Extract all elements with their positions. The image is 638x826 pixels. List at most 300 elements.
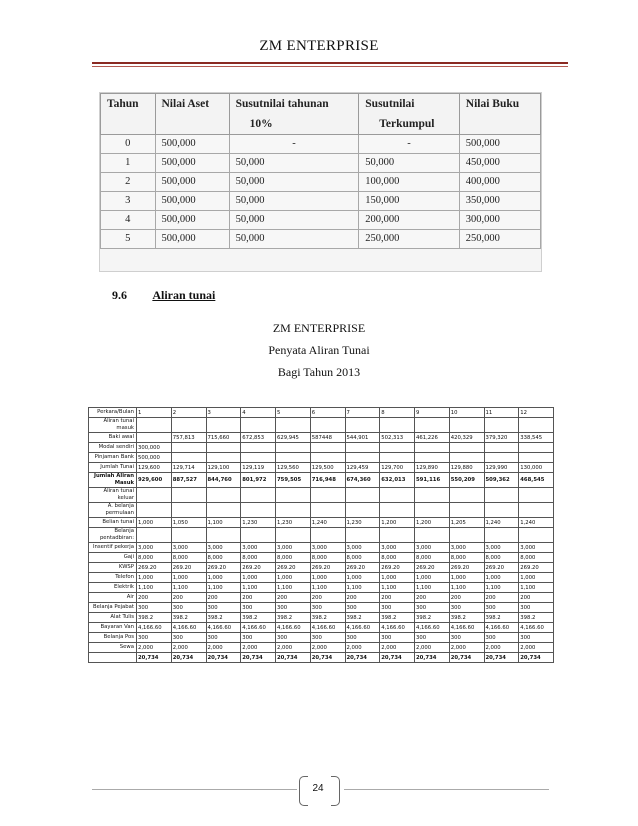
cf-table-cell xyxy=(241,418,276,433)
cf-row-label: Alat Tulis xyxy=(89,613,137,623)
cf-header-cell: 8 xyxy=(380,408,415,418)
cf-table-cell: 3,000 xyxy=(519,543,554,553)
cf-table-row xyxy=(89,603,554,613)
cf-table-cell: 1,050 xyxy=(171,518,206,528)
cf-table-cell: 269.20 xyxy=(484,563,519,573)
cf-table-cell: 300 xyxy=(345,633,380,643)
cf-table-cell: 715,660 xyxy=(206,433,241,443)
cf-table-cell: 632,013 xyxy=(380,473,415,488)
cf-table-cell: 1,200 xyxy=(380,518,415,528)
cf-table-cell: 2,000 xyxy=(380,643,415,653)
cf-table-cell: 300 xyxy=(276,603,311,613)
cf-table-row xyxy=(89,553,554,563)
cf-table-cell: 300 xyxy=(241,603,276,613)
cf-table-cell: 2,000 xyxy=(206,643,241,653)
cf-table-cell xyxy=(137,528,172,543)
cf-table-cell: 2,000 xyxy=(345,643,380,653)
cf-table-cell: 300 xyxy=(484,603,519,613)
cf-table-cell: 300 xyxy=(519,633,554,643)
cf-table-cell: 300 xyxy=(171,633,206,643)
cf-table-cell xyxy=(345,443,380,453)
dep-table-cell: 400,000 xyxy=(459,173,540,192)
cf-table-cell: 129,990 xyxy=(484,463,519,473)
cf-table-cell xyxy=(345,488,380,503)
cf-table-cell: 300 xyxy=(415,603,450,613)
cf-table-cell: 2,000 xyxy=(171,643,206,653)
cf-table-cell: 1,000 xyxy=(137,573,172,583)
cf-table-cell: 3,000 xyxy=(171,543,206,553)
cf-table-cell: 1,000 xyxy=(276,573,311,583)
cf-table-cell xyxy=(449,443,484,453)
cf-table-cell: 1,230 xyxy=(276,518,311,528)
cf-header-cell: 2 xyxy=(171,408,206,418)
dep-table-cell: 50,000 xyxy=(359,154,460,173)
cf-table-cell: 300 xyxy=(310,603,345,613)
cf-row-label: Belanja Pos xyxy=(89,633,137,643)
dep-table-cell: 350,000 xyxy=(459,192,540,211)
dep-table-cell: 50,000 xyxy=(229,211,359,230)
cf-table-cell: 2,000 xyxy=(137,643,172,653)
dep-table-cell: - xyxy=(229,135,359,154)
cf-table-cell xyxy=(380,503,415,518)
cf-table-cell: 1,240 xyxy=(519,518,554,528)
cf-table-cell xyxy=(276,503,311,518)
dep-table-cell: 500,000 xyxy=(155,211,229,230)
cf-table-cell: 398.2 xyxy=(241,613,276,623)
footer-rule-left xyxy=(92,789,297,790)
cf-table-cell xyxy=(171,528,206,543)
cf-table-cell: 929,600 xyxy=(137,473,172,488)
dep-table-cell: 500,000 xyxy=(459,135,540,154)
cf-table-cell: 1,000 xyxy=(519,573,554,583)
cf-table-cell: 3,000 xyxy=(415,543,450,553)
cf-table-cell: 398.2 xyxy=(484,613,519,623)
dep-header-cell xyxy=(101,94,156,135)
cf-row-label: Baki awal xyxy=(89,433,137,443)
cf-table-cell xyxy=(484,453,519,463)
cf-table-cell xyxy=(415,503,450,518)
cf-table-cell xyxy=(519,528,554,543)
cf-table-cell: 1,200 xyxy=(415,518,450,528)
cf-table-cell: 300 xyxy=(449,603,484,613)
cf-table-cell xyxy=(415,528,450,543)
cf-table-cell: 269.20 xyxy=(415,563,450,573)
cf-table-cell: 4,166.60 xyxy=(345,623,380,633)
cf-table-cell xyxy=(137,418,172,433)
cf-table-cell: 3,000 xyxy=(241,543,276,553)
cf-row-label: Elektrik xyxy=(89,583,137,593)
cf-table-cell: 1,100 xyxy=(449,583,484,593)
cf-table-cell xyxy=(449,528,484,543)
cf-table-cell xyxy=(484,528,519,543)
cf-table-cell: 759,505 xyxy=(276,473,311,488)
cf-table-row xyxy=(89,583,554,593)
cf-table-cell: 887,527 xyxy=(171,473,206,488)
cf-table-cell: 4,166.60 xyxy=(380,623,415,633)
cf-table-cell: 20,734 xyxy=(519,653,554,663)
cf-table-cell: 468,545 xyxy=(519,473,554,488)
cf-table-cell xyxy=(241,503,276,518)
cf-table-cell: 398.2 xyxy=(415,613,450,623)
cf-table-cell xyxy=(276,418,311,433)
cf-table-cell: 20,734 xyxy=(380,653,415,663)
dep-header-line1: Tahun xyxy=(107,98,139,110)
cf-row-label: Gaji xyxy=(89,553,137,563)
cf-table-cell xyxy=(310,443,345,453)
cf-table-cell: 398.2 xyxy=(206,613,241,623)
cf-table-cell xyxy=(310,453,345,463)
cf-table-cell: 130,000 xyxy=(519,463,554,473)
cf-table-cell: 1,000 xyxy=(206,573,241,583)
cf-table-cell: 129,700 xyxy=(380,463,415,473)
cf-row-label: Telefon xyxy=(89,573,137,583)
cf-table-cell: 300 xyxy=(310,633,345,643)
cf-table-cell xyxy=(449,488,484,503)
cf-table-cell xyxy=(519,418,554,433)
cf-table-cell: 1,000 xyxy=(171,573,206,583)
cf-table-cell: 300 xyxy=(137,633,172,643)
cf-table-cell xyxy=(276,488,311,503)
cashflow-table-image xyxy=(88,407,554,663)
cf-table-cell: 8,000 xyxy=(345,553,380,563)
cf-table-cell: 3,000 xyxy=(449,543,484,553)
cf-table-cell: 300 xyxy=(519,603,554,613)
cf-table-row xyxy=(89,518,554,528)
cf-row-label: Belanja pentadbiran: xyxy=(89,528,137,543)
cf-table-cell: 20,734 xyxy=(345,653,380,663)
cf-row-label: Bayaran Van xyxy=(89,623,137,633)
cf-table-cell: 129,500 xyxy=(310,463,345,473)
cf-table-cell: 200 xyxy=(171,593,206,603)
depreciation-table xyxy=(100,93,541,249)
cf-row-label: Aliran tunai keluar xyxy=(89,488,137,503)
dep-table-row xyxy=(101,211,541,230)
cf-table-row xyxy=(89,623,554,633)
cf-table-cell xyxy=(241,488,276,503)
cf-table-cell: 398.2 xyxy=(519,613,554,623)
cf-table-cell: 4,166.60 xyxy=(310,623,345,633)
cf-table-cell: 200 xyxy=(206,593,241,603)
cf-table-cell: 20,734 xyxy=(206,653,241,663)
cf-table-row xyxy=(89,563,554,573)
cf-table-cell: 398.2 xyxy=(276,613,311,623)
page-header-title: ZM ENTERPRISE xyxy=(259,38,379,54)
cf-table-cell: 269.20 xyxy=(449,563,484,573)
dep-header-line2: Terkumpul xyxy=(379,118,435,130)
cf-table-cell: 1,205 xyxy=(449,518,484,528)
cf-table-cell: 200 xyxy=(276,593,311,603)
cf-table-cell: 1,000 xyxy=(241,573,276,583)
cf-table-cell: 398.2 xyxy=(310,613,345,623)
cf-table-cell: 1,100 xyxy=(241,583,276,593)
cf-table-cell xyxy=(137,488,172,503)
cf-table-cell xyxy=(519,503,554,518)
cf-table-cell: 2,000 xyxy=(484,643,519,653)
cf-table-cell: 8,000 xyxy=(380,553,415,563)
cf-table-cell: 4,166.60 xyxy=(241,623,276,633)
cf-table-cell: 20,734 xyxy=(310,653,345,663)
cf-table-cell xyxy=(310,418,345,433)
cf-table-row xyxy=(89,633,554,643)
page-number: 24 xyxy=(312,783,324,794)
cf-table-cell xyxy=(380,443,415,453)
cf-table-cell: 2,000 xyxy=(415,643,450,653)
dep-table-cell: 50,000 xyxy=(229,230,359,249)
cf-table-cell: 200 xyxy=(310,593,345,603)
cf-table-cell xyxy=(241,453,276,463)
cf-table-cell xyxy=(206,503,241,518)
cf-table-cell xyxy=(241,443,276,453)
cf-table-cell: 300 xyxy=(380,603,415,613)
cf-row-label: Jumlah Tunai xyxy=(89,463,137,473)
cf-table-cell: 1,000 xyxy=(137,518,172,528)
dep-table-row xyxy=(101,230,541,249)
cf-table-cell: 2,000 xyxy=(276,643,311,653)
cf-table-row xyxy=(89,653,554,663)
cf-table-cell: 509,362 xyxy=(484,473,519,488)
dep-header-line2 xyxy=(162,114,223,134)
cf-table-cell: 129,600 xyxy=(137,463,172,473)
cf-row-label: Sewa xyxy=(89,643,137,653)
cf-table-cell: 20,734 xyxy=(276,653,311,663)
cf-table-cell: 269.20 xyxy=(519,563,554,573)
cf-table-cell: 300 xyxy=(206,603,241,613)
cf-table-cell: 3,000 xyxy=(310,543,345,553)
cf-table-cell xyxy=(345,503,380,518)
cf-table-cell: 1,240 xyxy=(484,518,519,528)
cf-row-label: Belian tunai xyxy=(89,518,137,528)
cf-table-cell xyxy=(415,443,450,453)
cf-table-cell: 8,000 xyxy=(137,553,172,563)
cf-table-cell xyxy=(206,418,241,433)
cf-table-cell xyxy=(171,418,206,433)
cf-header-cell: 9 xyxy=(415,408,450,418)
cf-table-row xyxy=(89,453,554,463)
cf-table-cell xyxy=(345,418,380,433)
cf-table-cell: 300 xyxy=(137,603,172,613)
cf-table-cell: 2,000 xyxy=(449,643,484,653)
cf-table-cell xyxy=(345,528,380,543)
cf-table-cell: 1,100 xyxy=(206,583,241,593)
dep-header-cell xyxy=(459,94,540,135)
cf-table-cell xyxy=(380,453,415,463)
cf-table-cell: 20,734 xyxy=(484,653,519,663)
cf-table-cell xyxy=(380,528,415,543)
dep-table-cell: 300,000 xyxy=(459,211,540,230)
dep-table-row xyxy=(101,192,541,211)
cf-row-label: KWSP xyxy=(89,563,137,573)
caption-period: Bagi Tahun 2013 xyxy=(277,365,361,379)
cf-table-cell: 674,360 xyxy=(345,473,380,488)
depreciation-table-image xyxy=(99,92,542,272)
cf-table-cell: 1,100 xyxy=(137,583,172,593)
cf-table-cell: 1,100 xyxy=(519,583,554,593)
cf-table-cell: 461,226 xyxy=(415,433,450,443)
cf-table-cell: 3,000 xyxy=(206,543,241,553)
cf-table-row xyxy=(89,473,554,488)
cf-table-cell: 1,000 xyxy=(380,573,415,583)
cf-header-row xyxy=(89,408,554,418)
cf-table-cell: 129,459 xyxy=(345,463,380,473)
cf-table-cell xyxy=(241,528,276,543)
dep-header-line1: Susutnilai tahunan xyxy=(235,98,329,110)
cf-table-cell: 801,972 xyxy=(241,473,276,488)
cf-table-row xyxy=(89,528,554,543)
dep-header-cell xyxy=(359,94,460,135)
cf-row-label: Insentif pekerja xyxy=(89,543,137,553)
cf-table-row xyxy=(89,463,554,473)
cf-header-cell: 1 xyxy=(137,408,172,418)
dep-table-cell: 0 xyxy=(101,135,156,154)
cf-table-cell: 587448 xyxy=(310,433,345,443)
cf-table-cell: 129,560 xyxy=(276,463,311,473)
cf-table-cell: 2,000 xyxy=(310,643,345,653)
cf-table-row xyxy=(89,433,554,443)
dep-table-row xyxy=(101,154,541,173)
cf-table-cell: 269.20 xyxy=(171,563,206,573)
cf-table-cell: 4,166.60 xyxy=(171,623,206,633)
dep-header-line2 xyxy=(107,114,149,134)
dep-table-cell: 3 xyxy=(101,192,156,211)
cf-row-label: Air xyxy=(89,593,137,603)
cf-table-cell: 1,000 xyxy=(310,573,345,583)
dep-table-row xyxy=(101,173,541,192)
cf-table-cell: 379,320 xyxy=(484,433,519,443)
dep-header-line2: 10% xyxy=(249,118,273,130)
cf-table-row xyxy=(89,613,554,623)
cf-header-cell: 12 xyxy=(519,408,554,418)
cf-table-cell xyxy=(415,488,450,503)
cf-table-cell xyxy=(276,528,311,543)
cf-row-label: Modal sendiri xyxy=(89,443,137,453)
cf-table-cell: 8,000 xyxy=(206,553,241,563)
header-rule xyxy=(92,62,568,64)
cf-table-cell: 8,000 xyxy=(241,553,276,563)
dep-table-cell: 150,000 xyxy=(359,192,460,211)
cf-table-cell xyxy=(484,443,519,453)
cf-table-row xyxy=(89,503,554,518)
cf-table-cell: 844,760 xyxy=(206,473,241,488)
cf-table-cell: 200 xyxy=(380,593,415,603)
cf-row-label: Jumlah Aliran Masuk xyxy=(89,473,137,488)
cf-table-cell: 1,000 xyxy=(484,573,519,583)
cf-table-cell xyxy=(519,443,554,453)
cf-table-cell xyxy=(449,418,484,433)
cf-table-cell: 1,100 xyxy=(276,583,311,593)
cf-table-cell: 300 xyxy=(484,633,519,643)
cf-table-cell: 8,000 xyxy=(519,553,554,563)
cf-table-cell xyxy=(171,443,206,453)
cf-table-cell: 4,166.60 xyxy=(484,623,519,633)
cf-table-cell xyxy=(276,453,311,463)
cf-table-cell: 1,100 xyxy=(206,518,241,528)
cf-table-cell xyxy=(206,528,241,543)
dep-table-cell: 500,000 xyxy=(155,173,229,192)
cf-table-cell: 398.2 xyxy=(171,613,206,623)
dep-table-cell: 250,000 xyxy=(459,230,540,249)
cf-table-cell xyxy=(137,433,172,443)
cf-table-cell xyxy=(171,503,206,518)
cf-table-cell: 200 xyxy=(415,593,450,603)
cf-table-cell: 300 xyxy=(449,633,484,643)
dep-table-cell: 100,000 xyxy=(359,173,460,192)
cf-table-cell xyxy=(206,443,241,453)
cashflow-table xyxy=(88,407,554,663)
cf-table-cell: 20,734 xyxy=(137,653,172,663)
section-number: 9.6 xyxy=(112,288,127,302)
dep-table-cell: 450,000 xyxy=(459,154,540,173)
cf-table-cell xyxy=(310,488,345,503)
cf-table-cell xyxy=(415,453,450,463)
cf-table-cell: 1,100 xyxy=(345,583,380,593)
cf-table-cell: 8,000 xyxy=(310,553,345,563)
dep-table-cell: 500,000 xyxy=(155,230,229,249)
dep-header-line1: Nilai Aset xyxy=(161,98,210,110)
cf-table-cell: 1,230 xyxy=(345,518,380,528)
cf-header-cell: 4 xyxy=(241,408,276,418)
dep-table-cell: 2 xyxy=(101,173,156,192)
cf-header-cell: 7 xyxy=(345,408,380,418)
dep-table-cell: 50,000 xyxy=(229,173,359,192)
cf-table-cell: 269.20 xyxy=(241,563,276,573)
cf-table-cell: 500,000 xyxy=(137,453,172,463)
cf-table-cell: 3,000 xyxy=(484,543,519,553)
caption-company: ZM ENTERPRISE xyxy=(272,321,366,335)
cf-table-cell xyxy=(484,488,519,503)
cf-row-label: Belanja Pejabat xyxy=(89,603,137,613)
cf-table-cell xyxy=(206,488,241,503)
cf-table-cell: 129,880 xyxy=(449,463,484,473)
cf-table-cell xyxy=(415,418,450,433)
cf-table-cell: 1,100 xyxy=(310,583,345,593)
cf-table-cell: 1,100 xyxy=(415,583,450,593)
cf-table-cell: 8,000 xyxy=(415,553,450,563)
cf-table-cell xyxy=(380,488,415,503)
dep-table-cell: 250,000 xyxy=(359,230,460,249)
cf-table-cell xyxy=(310,503,345,518)
cf-table-cell xyxy=(171,488,206,503)
cf-table-cell: 200 xyxy=(449,593,484,603)
dep-table-cell: 500,000 xyxy=(155,135,229,154)
cf-table-cell: 2,000 xyxy=(241,643,276,653)
cf-table-cell: 4,166.60 xyxy=(415,623,450,633)
cf-table-cell xyxy=(310,528,345,543)
cf-table-cell: 200 xyxy=(345,593,380,603)
cf-table-cell: 20,734 xyxy=(415,653,450,663)
cf-table-cell: 20,734 xyxy=(241,653,276,663)
cf-table-cell: 200 xyxy=(484,593,519,603)
cf-table-cell xyxy=(137,503,172,518)
cf-table-row xyxy=(89,488,554,503)
cf-table-cell xyxy=(519,453,554,463)
dep-table-cell: 50,000 xyxy=(229,192,359,211)
cf-table-cell: 269.20 xyxy=(310,563,345,573)
cf-table-cell: 300 xyxy=(206,633,241,643)
cf-header-cell: 11 xyxy=(484,408,519,418)
dep-table-cell: 50,000 xyxy=(229,154,359,173)
section-heading xyxy=(112,288,215,303)
dep-table-cell: 500,000 xyxy=(155,192,229,211)
cf-table-cell: 300 xyxy=(241,633,276,643)
cf-table-cell xyxy=(206,453,241,463)
dep-header-cell xyxy=(155,94,229,135)
cf-table-cell xyxy=(380,418,415,433)
cf-table-cell: 672,853 xyxy=(241,433,276,443)
cf-row-label xyxy=(89,653,137,663)
footer-rule-right xyxy=(344,789,549,790)
cf-table-cell: 420,329 xyxy=(449,433,484,443)
cf-table-cell: 8,000 xyxy=(171,553,206,563)
